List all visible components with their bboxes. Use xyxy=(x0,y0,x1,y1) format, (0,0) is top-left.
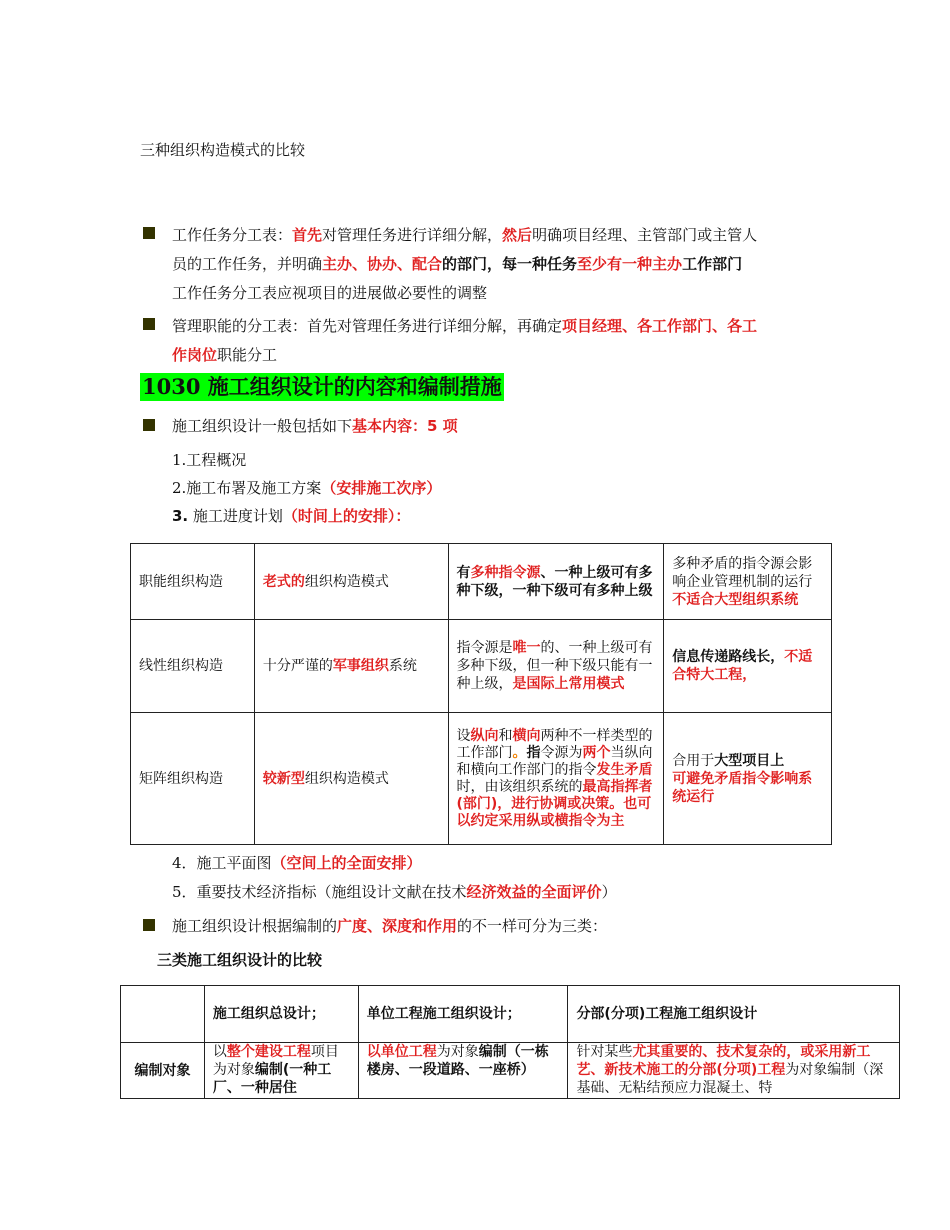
text-run: 为对象编制（深基础、无粘结预应力混凝土、特 xyxy=(576,1062,884,1096)
text-run: 编制 xyxy=(478,1044,507,1060)
row-name: 职能组织构造 xyxy=(131,544,255,620)
text-run: 可避免矛盾指令影响系统运行 xyxy=(672,770,813,805)
text-run: 老式的 xyxy=(262,573,305,590)
table-header-row xyxy=(121,986,900,1043)
row-cell xyxy=(204,1043,358,1099)
text-run: 以单位工程 xyxy=(366,1044,437,1060)
text-run: 主办、协办、配合 xyxy=(322,255,443,273)
text-run: 基本内容：5 项 xyxy=(352,417,458,435)
text-run: 尤其重要的、技术复杂的，或采用新工艺、新技术施工的分部(分项)工程 xyxy=(576,1044,871,1078)
text-run: 和 xyxy=(498,727,513,744)
text-run: 然后 xyxy=(502,226,533,244)
row-note xyxy=(664,544,832,620)
row-desc xyxy=(254,713,448,845)
text-run: 工作部门 xyxy=(682,255,743,273)
section-heading: 1030 施工组织设计的内容和编制措施 xyxy=(142,374,502,399)
row-cell xyxy=(568,1043,900,1099)
text-run: 员的工作任务，并明确 xyxy=(172,255,323,273)
text-run: 设 xyxy=(456,727,471,744)
header-cell xyxy=(121,986,205,1043)
text-run: 项目经理、各工作部门、各工 xyxy=(562,317,758,335)
bullet4-text xyxy=(172,916,607,936)
text-run: 4．施工平面图 xyxy=(172,854,272,872)
text-run: 指 xyxy=(526,744,541,761)
table-row xyxy=(131,620,832,713)
text-run: 多种指令源 xyxy=(470,564,541,581)
square-bullet-icon xyxy=(143,419,155,431)
row-desc xyxy=(254,544,448,620)
row-name: 线性组织构造 xyxy=(131,620,255,713)
square-bullet-icon xyxy=(143,227,155,239)
text-run: 对管理任务进行详细分解， xyxy=(322,226,503,244)
bullet3-text xyxy=(172,416,458,436)
content-item-4 xyxy=(172,853,422,873)
content-item-2 xyxy=(172,478,441,498)
row-note xyxy=(664,713,832,845)
text-run: 以 xyxy=(212,1044,227,1060)
text-run: 经济效益的全面评价 xyxy=(466,883,602,901)
text-run: 的、一种上级可有多种下级，但一种下级只能有一种上级， xyxy=(456,640,653,692)
text-run: 首先 xyxy=(292,226,323,244)
row-cell xyxy=(358,1043,568,1099)
text-run: 军事组织 xyxy=(332,658,389,674)
org-structure-table xyxy=(130,543,832,845)
text-run: 明确项目经理、主管部门或主管人 xyxy=(532,226,758,244)
text-run: 较新型 xyxy=(262,770,305,787)
bullet2-line1 xyxy=(172,316,757,336)
bullet1-line3: 工作任务分工表应视项目的进展做必要性的调整 xyxy=(172,284,488,302)
text-run: 施工组织设计根据编制的 xyxy=(172,917,338,935)
text-run: 当纵向和横向工作部门的指令 xyxy=(456,744,653,778)
text-run: 有 xyxy=(456,564,471,581)
bullet2-line2 xyxy=(172,345,277,365)
text-run: （一栋楼房、一段道路、一座桥） xyxy=(366,1044,549,1078)
text-run: （空间上的全面安排） xyxy=(271,854,422,872)
text-run: 不适合大型组织系统 xyxy=(672,591,799,608)
text-run: 3. xyxy=(172,507,189,525)
bullet1-line1 xyxy=(172,225,757,245)
square-bullet-icon xyxy=(143,919,155,931)
text-run: 唯一 xyxy=(512,640,541,656)
header-cell: 单位工程施工组织设计； xyxy=(358,986,568,1043)
text-run: ） xyxy=(601,883,617,901)
content-item-3 xyxy=(172,506,410,526)
text-run: 作岗位 xyxy=(172,346,218,364)
text-run: 不适合特大工程， xyxy=(672,649,813,683)
text-run: 编制 xyxy=(254,1062,283,1078)
text-run: 组织构造模式 xyxy=(304,770,389,787)
text-run: 两种不一样类型的工作部门 xyxy=(456,727,653,761)
text-run: 工作任务分工表： xyxy=(172,226,293,244)
text-run: 是国际上常用模式 xyxy=(512,676,625,692)
text-run: 令源为 xyxy=(540,744,583,761)
header-cell: 施工组织总设计； xyxy=(204,986,358,1043)
design-comparison-table xyxy=(120,985,900,1099)
square-bullet-icon xyxy=(143,318,155,330)
text-run: 至少有一种主办 xyxy=(577,255,683,273)
text-run: 、一种上级可有多种下级，一种下级可有多种上级 xyxy=(456,564,653,599)
text-run: 针对某些 xyxy=(576,1044,633,1060)
text-run: 职能分工 xyxy=(217,346,278,364)
text-run: （安排施工次序） xyxy=(321,479,442,497)
text-run: 施工进度计划 xyxy=(188,507,283,525)
text-run: （时间上的安排）： xyxy=(282,507,411,525)
row-desc xyxy=(254,620,448,713)
table-row xyxy=(131,713,832,845)
text-run: 项目为对象 xyxy=(212,1044,339,1078)
table2-title: 三类施工组织设计的比较 xyxy=(157,951,323,969)
text-run: 两个 xyxy=(582,744,611,761)
row-feature xyxy=(448,544,664,620)
text-run: 管理职能的分工表：首先对管理任务进行详细分解，再确定 xyxy=(172,317,563,335)
text-run: 多种矛盾的指令源会影响企业管理机制的运行 xyxy=(672,555,813,590)
row-label: 编制对象 xyxy=(121,1043,205,1099)
text-run: 横向 xyxy=(512,727,541,744)
text-run: 2.施工布署及施工方案 xyxy=(172,479,322,497)
text-run: 广度、深度和作用 xyxy=(337,917,458,935)
text-run: 系统 xyxy=(388,658,417,674)
row-feature xyxy=(448,620,664,713)
text-run: 的部门，每一种任务 xyxy=(442,255,578,273)
page-title: 三种组织构造模式的比较 xyxy=(140,141,306,159)
row-note xyxy=(664,620,832,713)
text-run: 为对象 xyxy=(436,1044,479,1060)
table-row xyxy=(121,1043,900,1099)
text-run: 信息传递路线长， xyxy=(672,649,785,665)
bullet1-line2 xyxy=(172,254,742,274)
text-run: 施工组织设计一般包括如下 xyxy=(172,417,353,435)
text-run: 。 xyxy=(512,744,527,761)
text-run: 合用于 xyxy=(672,752,715,769)
text-run: 大型项目上 xyxy=(714,752,785,769)
header-cell: 分部(分项)工程施工组织设计 xyxy=(568,986,900,1043)
text-run: 十分严谨的 xyxy=(262,658,333,674)
row-name: 矩阵组织构造 xyxy=(131,713,255,845)
text-run: 时，由该组织系统的 xyxy=(456,778,583,795)
text-run: 的不一样可分为三类： xyxy=(457,917,608,935)
text-run: 纵向 xyxy=(470,727,499,744)
content-item-5 xyxy=(172,882,617,902)
text-run: 发生矛盾 xyxy=(596,761,653,778)
table-row xyxy=(131,544,832,620)
row-feature xyxy=(448,713,664,845)
text-run: 整个建设工程 xyxy=(226,1044,311,1060)
text-run: 指令源是 xyxy=(456,640,513,656)
content-item-1: 1.工程概况 xyxy=(172,451,247,469)
text-run: (一种工厂、一种居住 xyxy=(212,1062,332,1096)
text-run: 最高指挥者(部门)，进行协调或决策。也可以约定采用纵或横指令为主 xyxy=(456,778,653,829)
text-run: 5．重要技术经济指标（施组设计文献在技术 xyxy=(172,883,467,901)
text-run: 组织构造模式 xyxy=(304,573,389,590)
